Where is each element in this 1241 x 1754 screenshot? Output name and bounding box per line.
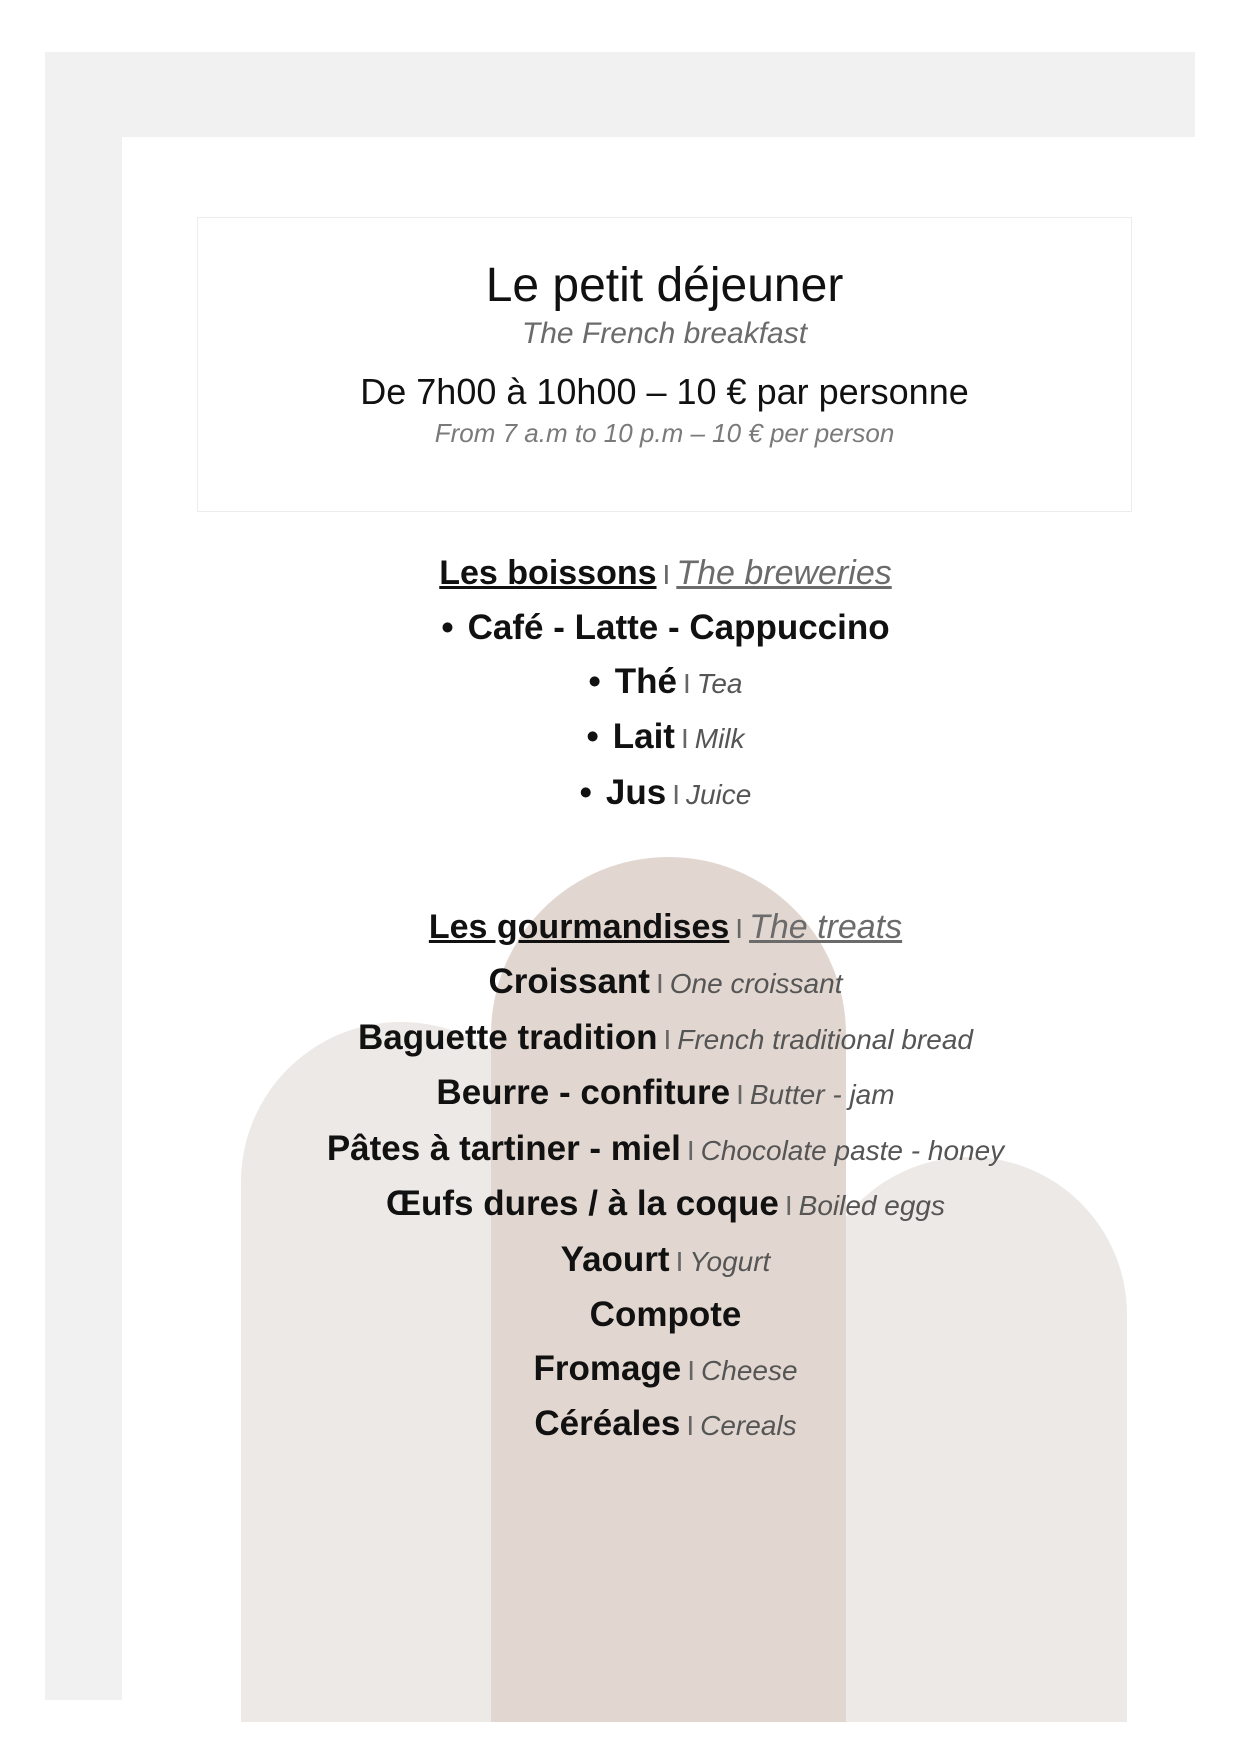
drinks-heading (122, 547, 1209, 601)
drinks-section (122, 547, 1209, 821)
bullet-icon: • (588, 661, 601, 701)
separator: I (672, 778, 680, 810)
separator: I (680, 723, 689, 754)
item-en: One croissant (669, 968, 843, 999)
drinks-heading-en: The breweries (676, 554, 892, 592)
treats-section (122, 901, 1209, 1453)
separator: I (687, 1354, 696, 1386)
separator: I (675, 1245, 684, 1277)
bullet-icon: • (441, 608, 454, 647)
list-item (122, 1066, 1209, 1122)
item-fr: Beurre - confiture (436, 1073, 731, 1112)
treats-heading (122, 901, 1209, 955)
item-en: Boiled eggs (798, 1190, 945, 1221)
list-item (122, 1177, 1209, 1233)
page-title: Le petit déjeuner (485, 259, 844, 312)
item-en: Butter - jam (749, 1079, 895, 1110)
item-fr: Baguette tradition (358, 1017, 658, 1057)
list-item (122, 710, 1209, 766)
item-en: Cereals (700, 1410, 797, 1441)
list-item (122, 766, 1209, 822)
item-fr: Pâtes à tartiner - miel (326, 1128, 681, 1168)
item-fr: Yaourt (560, 1239, 670, 1279)
item-fr: Œufs dures / à la coque (385, 1184, 779, 1223)
list-item (122, 1122, 1209, 1178)
item-en: Cheese (701, 1354, 798, 1386)
item-en: Milk (694, 723, 745, 754)
item-en: French traditional bread (677, 1023, 973, 1055)
separator: I (735, 913, 744, 944)
item-fr: Fromage (533, 1348, 682, 1388)
list-item (122, 601, 1209, 655)
list-item (122, 955, 1209, 1011)
opening-hours-fr: De 7h00 à 10h00 – 10 € par personne (360, 371, 969, 412)
item-fr: Jus (605, 772, 667, 812)
item-fr: Croissant (488, 962, 650, 1001)
page-border (45, 52, 1195, 1700)
item-fr: Lait (612, 717, 675, 756)
separator: I (686, 1410, 695, 1441)
treats-heading-en: The treats (749, 908, 903, 946)
bullet-icon: • (579, 772, 592, 812)
bullet-icon: • (586, 717, 599, 756)
menu-page (122, 137, 1209, 1722)
item-en: Yogurt (689, 1245, 771, 1277)
separator: I (662, 559, 671, 590)
separator: I (736, 1079, 744, 1110)
list-item (122, 1011, 1209, 1067)
item-fr: Café - Latte - Cappuccino (467, 608, 890, 647)
list-item (122, 1233, 1209, 1289)
treats-heading-fr: Les gourmandises (428, 908, 730, 946)
list-item (122, 1397, 1209, 1453)
drinks-heading-fr: Les boissons (439, 554, 657, 592)
list-item (122, 1342, 1209, 1398)
item-fr: Compote (589, 1295, 742, 1334)
item-en: Juice (685, 778, 752, 810)
header-box (197, 217, 1132, 512)
item-fr: Thé (614, 661, 678, 701)
separator: I (784, 1190, 793, 1221)
list-item (122, 1288, 1209, 1342)
page-subtitle: The French breakfast (521, 317, 808, 350)
list-item (122, 655, 1209, 711)
separator: I (655, 968, 664, 999)
opening-hours-en: From 7 a.m to 10 p.m – 10 € per person (434, 418, 895, 448)
item-fr: Céréales (534, 1404, 681, 1443)
separator: I (663, 1023, 672, 1055)
separator: I (683, 667, 691, 699)
separator: I (686, 1134, 695, 1166)
item-en: Tea (696, 667, 743, 699)
item-en: Chocolate paste - honey (700, 1134, 1005, 1166)
